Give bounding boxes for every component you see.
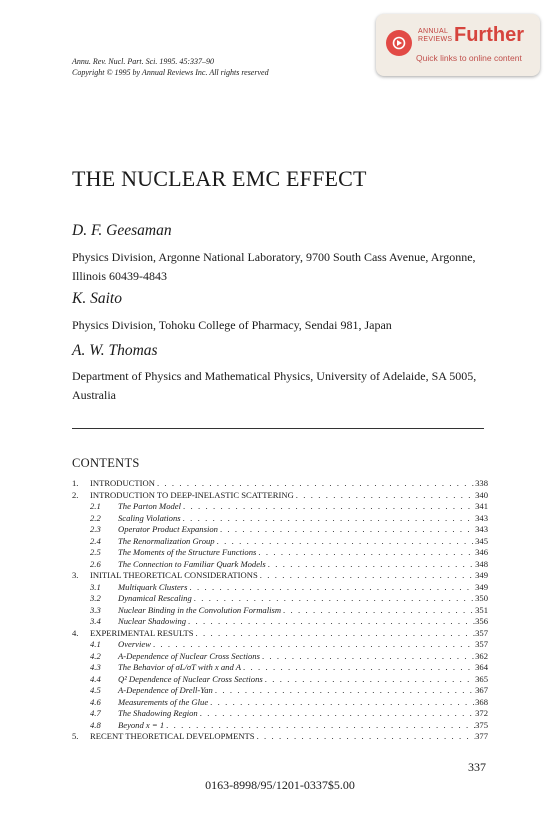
toc-leader-dots [218,524,475,536]
toc-entry[interactable] [72,593,488,605]
author-affiliation: Physics Division, Tohoku College of Pharmacy, Sendai 981, Japan [72,318,392,332]
toc-leader-dots [256,547,475,559]
toc-entry[interactable] [72,731,488,743]
toc-entry-number: 2. [72,489,79,500]
toc-leader-dots [266,559,475,571]
toc-leader-dots [260,651,475,663]
toc-entry[interactable] [72,628,488,640]
toc-entry-page: 372 [475,708,488,718]
toc-entry-page: 367 [475,685,488,695]
toc-entry-page: 356 [475,616,488,626]
toc-leader-dots [151,639,475,651]
toc-entry[interactable] [72,570,488,582]
toc-entry[interactable] [72,685,488,697]
toc-entry[interactable] [72,639,488,651]
issn-line: 0163-8998/95/1201-0337$5.00 [205,778,355,792]
toc-entry-number: 5. [72,731,79,741]
toc-entry-page: 362 [475,650,488,661]
toc-entry-label: Operator Product Expansion [118,524,218,534]
toc-entry-number: 4.8 [90,719,101,730]
badge-publisher [418,28,452,44]
toc-leader-dots [208,697,475,709]
toc-entry-page: 338 [475,478,488,488]
toc-entry-number: 1. [72,478,79,488]
badge-reviews: REVIEWS [418,36,453,43]
toc-entry[interactable] [72,720,488,732]
toc-entry[interactable] [72,524,488,536]
toc-entry-label: The Behavior of σL/σT with x and A [118,662,241,672]
toc-entry-page: 343 [475,524,488,534]
badge-tagline: Quick links to online content [416,53,522,63]
toc-entry[interactable] [72,674,488,686]
toc-entry[interactable] [72,547,488,559]
toc-entry-label: EXPERIMENTAL RESULTS [90,627,194,638]
toc-entry[interactable] [72,651,488,663]
toc-entry[interactable] [72,559,488,571]
toc-entry-number: 2.2 [90,512,101,523]
toc-entry-label: The Shadowing Region [118,708,198,718]
toc-entry-number: 4.2 [90,650,101,661]
toc-entry-page: 365 [475,673,488,684]
page-number: 337 [468,760,486,774]
toc-entry-page: 348 [475,558,488,569]
toc-entry-number: 2.5 [90,547,101,557]
toc-entry[interactable] [72,501,488,513]
toc-entry[interactable] [72,662,488,674]
toc-entry[interactable] [72,478,488,490]
toc-entry-page: 351 [475,604,488,615]
toc-entry[interactable] [72,582,488,594]
toc-entry-number: 3.3 [90,604,101,615]
toc-leader-dots [213,685,475,697]
toc-entry-number: 2.1 [90,501,101,511]
toc-leader-dots [164,720,475,732]
toc-entry[interactable] [72,708,488,720]
toc-entry-number: 4.5 [90,685,101,695]
toc-entry[interactable] [72,536,488,548]
further-badge[interactable] [376,14,540,76]
contents-heading: CONTENTS [72,456,140,470]
toc-leader-dots [294,490,475,502]
toc-entry-page: 346 [475,547,488,557]
toc-leader-dots [263,674,475,686]
toc-entry-label: Beyond x = 1 [118,719,165,730]
article-title: THE NUCLEAR EMC EFFECT [72,166,367,191]
toc-leader-dots [155,478,475,490]
toc-entry-page: 349 [475,570,488,580]
toc-entry-label: Nuclear Binding in the Convolution Formalism [118,604,282,615]
toc-entry-label: INITIAL THEORETICAL CONSIDERATIONS [90,570,258,580]
toc-entry-number: 4.4 [90,673,101,684]
toc-entry-label: Dynamical Rescaling [118,593,192,603]
toc-entry-number: 4. [72,627,79,638]
divider-rule [72,428,484,429]
toc-leader-dots [281,605,475,617]
toc-entry-page: 375 [475,719,488,730]
toc-entry-label: Overview [118,639,151,649]
toc-entry-page: 345 [475,535,488,546]
author-name: K. Saito [72,290,122,307]
toc-entry-number: 3.1 [90,581,101,592]
toc-entry-page: 340 [475,489,488,500]
toc-entry[interactable] [72,616,488,628]
toc-entry-number: 3.4 [90,616,101,626]
toc-entry-number: 4.6 [90,696,101,707]
toc-entry-label: A-Dependence of Drell-Yan [118,685,213,695]
toc-entry[interactable] [72,490,488,502]
toc-entry-number: 2.3 [90,524,101,534]
toc-entry-label: Multiquark Clusters [118,581,188,592]
table-of-contents [72,478,488,743]
badge-further[interactable]: Further [454,24,524,46]
toc-entry[interactable] [72,605,488,617]
toc-leader-dots [198,708,475,720]
toc-entry-page: 357 [475,639,488,649]
toc-leader-dots [186,616,475,628]
toc-entry-page: 341 [475,501,488,511]
toc-leader-dots [241,662,475,674]
toc-entry-number: 3. [72,570,79,580]
toc-entry-label: INTRODUCTION TO DEEP-INELASTIC SCATTERING [90,489,294,500]
toc-entry-page: 364 [475,662,488,672]
copyright-line: Copyright © 1995 by Annual Reviews Inc. All rights reserved [72,68,269,77]
toc-entry-number: 2.4 [90,535,101,546]
toc-leader-dots [255,731,476,743]
toc-leader-dots [193,628,475,640]
toc-entry-number: 2.6 [90,558,101,569]
journal-citation: Annu. Rev. Nucl. Part. Sci. 1995. 45:337–90 [72,57,215,66]
toc-entry-number: 4.7 [90,708,101,718]
toc-entry-label: The Connection to Familiar Quark Models [118,558,266,569]
toc-leader-dots [181,513,475,525]
author-name: D. F. Geesaman [72,222,172,239]
toc-entry-page: 343 [475,512,488,523]
toc-entry-label: The Parton Model [118,501,182,511]
author-affiliation: Physics Division, Argonne National Laboratory, 9700 South Cass Avenue, Argonne, Illinois 60439-4843 [72,250,476,283]
journal-header [72,56,269,78]
toc-leader-dots [181,501,475,513]
toc-entry-label: Q² Dependence of Nuclear Cross Sections [118,673,263,684]
toc-entry-label: RECENT THEORETICAL DEVELOPMENTS [90,731,255,741]
toc-entry-page: 357 [475,627,488,638]
toc-entry-number: 3.2 [90,593,101,603]
toc-entry-label: The Renormalization Group [118,535,215,546]
toc-entry-page: 350 [475,593,488,603]
author-name: A. W. Thomas [72,342,158,359]
toc-entry-number: 4.3 [90,662,101,672]
toc-leader-dots [192,593,475,605]
toc-entry-label: A-Dependence of Nuclear Cross Sections [118,650,260,661]
annual-reviews-logo-icon [386,30,412,56]
toc-leader-dots [258,570,475,582]
toc-entry-label: Nuclear Shadowing [118,616,187,626]
author-affiliation: Department of Physics and Mathematical Physics, University of Adelaide, SA 5005, Australia [72,369,477,402]
toc-entry[interactable] [72,513,488,525]
toc-entry-label: INTRODUCTION [90,478,155,488]
toc-entry-label: The Moments of the Structure Functions [118,547,257,557]
badge-annual: ANNUAL [418,28,449,35]
toc-entry-number: 4.1 [90,639,101,649]
toc-entry[interactable] [72,697,488,709]
toc-entry-label: Scaling Violations [118,512,181,523]
toc-entry-label: Measurements of the Glue [118,696,209,707]
toc-entry-page: 349 [475,581,488,592]
toc-entry-page: 368 [475,696,488,707]
toc-leader-dots [215,536,476,548]
toc-entry-page: 377 [475,731,488,741]
toc-leader-dots [187,582,475,594]
